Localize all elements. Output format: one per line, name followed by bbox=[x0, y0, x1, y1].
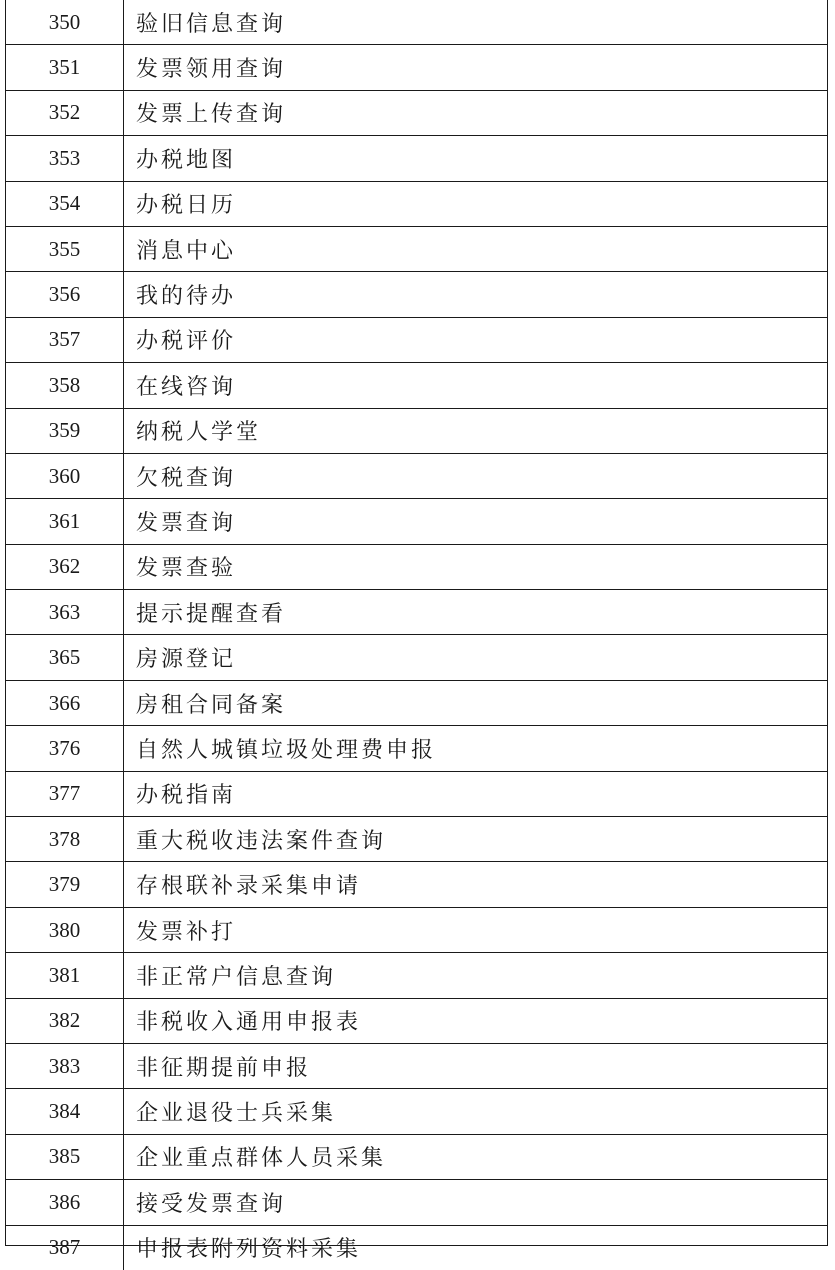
table-row bbox=[6, 317, 827, 362]
row-number: 359 bbox=[6, 408, 124, 453]
table-row bbox=[6, 862, 827, 907]
table-row bbox=[6, 1043, 827, 1088]
service-name: 企业重点群体人员采集 bbox=[124, 1134, 828, 1179]
service-name: 房源登记 bbox=[124, 635, 828, 680]
service-name: 发票补打 bbox=[124, 907, 828, 952]
service-name: 非征期提前申报 bbox=[124, 1043, 828, 1088]
row-number: 355 bbox=[6, 226, 124, 271]
row-number: 380 bbox=[6, 907, 124, 952]
table-row bbox=[6, 181, 827, 226]
table-row bbox=[6, 45, 827, 90]
table-row bbox=[6, 90, 827, 135]
service-name: 验旧信息查询 bbox=[124, 0, 828, 45]
row-number: 351 bbox=[6, 45, 124, 90]
table-row bbox=[6, 771, 827, 816]
row-number: 361 bbox=[6, 499, 124, 544]
table-row bbox=[6, 817, 827, 862]
table-row bbox=[6, 272, 827, 317]
service-name: 办税指南 bbox=[124, 771, 828, 816]
row-number: 352 bbox=[6, 90, 124, 135]
row-number: 378 bbox=[6, 817, 124, 862]
row-number: 356 bbox=[6, 272, 124, 317]
row-number: 360 bbox=[6, 453, 124, 498]
table-row bbox=[6, 363, 827, 408]
service-name: 我的待办 bbox=[124, 272, 828, 317]
row-number: 376 bbox=[6, 726, 124, 771]
table-row bbox=[6, 0, 827, 45]
row-number: 383 bbox=[6, 1043, 124, 1088]
table-row bbox=[6, 453, 827, 498]
service-name: 消息中心 bbox=[124, 226, 828, 271]
service-name: 办税日历 bbox=[124, 181, 828, 226]
service-name: 提示提醒查看 bbox=[124, 590, 828, 635]
service-name: 欠税查询 bbox=[124, 453, 828, 498]
service-name: 发票上传查询 bbox=[124, 90, 828, 135]
service-name: 企业退役士兵采集 bbox=[124, 1089, 828, 1134]
service-name: 重大税收违法案件查询 bbox=[124, 817, 828, 862]
table-row bbox=[6, 499, 827, 544]
table-row bbox=[6, 136, 827, 181]
service-name: 纳税人学堂 bbox=[124, 408, 828, 453]
table-row bbox=[6, 1180, 827, 1225]
row-number: 366 bbox=[6, 680, 124, 725]
table-row bbox=[6, 998, 827, 1043]
row-number: 377 bbox=[6, 771, 124, 816]
service-name: 发票查询 bbox=[124, 499, 828, 544]
row-number: 363 bbox=[6, 590, 124, 635]
table-row bbox=[6, 726, 827, 771]
row-number: 350 bbox=[6, 0, 124, 45]
service-name: 自然人城镇垃圾处理费申报 bbox=[124, 726, 828, 771]
service-name: 申报表附列资料采集 bbox=[136, 1237, 362, 1263]
table-row bbox=[6, 590, 827, 635]
table-body bbox=[6, 0, 827, 1270]
row-number: 387 bbox=[6, 1225, 124, 1270]
service-name: 发票查验 bbox=[124, 544, 828, 589]
table-row bbox=[6, 907, 827, 952]
service-name: 办税评价 bbox=[124, 317, 828, 362]
service-name: 非正常户信息查询 bbox=[124, 953, 828, 998]
row-number: 362 bbox=[6, 544, 124, 589]
service-name: 接受发票查询 bbox=[124, 1180, 828, 1225]
row-number: 379 bbox=[6, 862, 124, 907]
row-number: 353 bbox=[6, 136, 124, 181]
table-row bbox=[6, 1225, 827, 1270]
row-number: 386 bbox=[6, 1180, 124, 1225]
table-row bbox=[6, 1089, 827, 1134]
row-number: 354 bbox=[6, 181, 124, 226]
table-row bbox=[6, 1134, 827, 1179]
service-list-table bbox=[5, 0, 828, 1263]
table bbox=[6, 0, 827, 1270]
row-number: 382 bbox=[6, 998, 124, 1043]
row-number: 385 bbox=[6, 1134, 124, 1179]
service-name: 非税收入通用申报表 bbox=[124, 998, 828, 1043]
table-row bbox=[6, 408, 827, 453]
service-name: 存根联补录采集申请 bbox=[124, 862, 828, 907]
row-number: 358 bbox=[6, 363, 124, 408]
service-name: 办税地图 bbox=[124, 136, 828, 181]
table-row bbox=[6, 226, 827, 271]
table-row bbox=[6, 635, 827, 680]
service-name: 房租合同备案 bbox=[124, 680, 828, 725]
row-number: 365 bbox=[6, 635, 124, 680]
row-number: 384 bbox=[6, 1089, 124, 1134]
service-name: 在线咨询 bbox=[124, 363, 828, 408]
service-name: 发票领用查询 bbox=[124, 45, 828, 90]
table-row bbox=[6, 544, 827, 589]
row-number: 357 bbox=[6, 317, 124, 362]
table-row bbox=[6, 680, 827, 725]
table-row bbox=[6, 953, 827, 998]
row-number: 381 bbox=[6, 953, 124, 998]
